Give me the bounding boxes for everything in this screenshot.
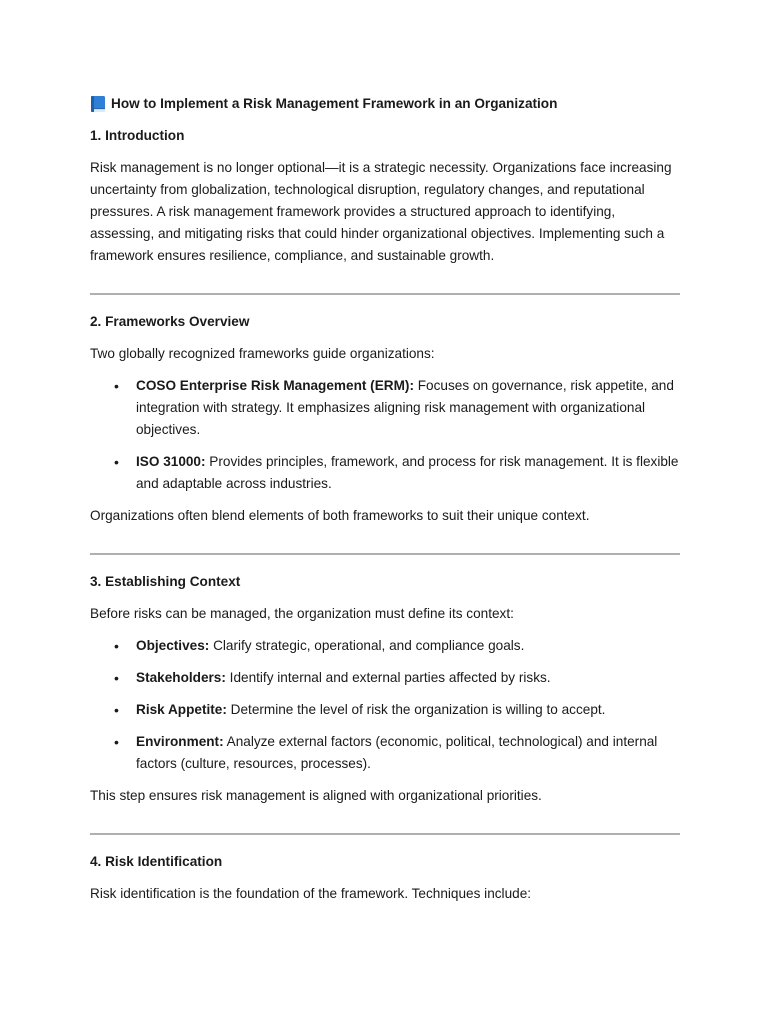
section-divider	[90, 553, 680, 555]
document-title-text: How to Implement a Risk Management Framework in an Organization	[111, 96, 558, 111]
list-item-term: Objectives:	[136, 638, 210, 653]
list-item-text: Focuses on governance, risk appetite, and integration with strategy. It emphasizes aligning risk management with organizational objectives.	[136, 378, 674, 437]
list-item	[90, 667, 680, 689]
section-heading-establishing-context: 3. Establishing Context	[90, 574, 241, 589]
frameworks-list	[90, 375, 680, 495]
list-item-term: COSO Enterprise Risk Management (ERM):	[136, 378, 414, 393]
list-item-term: Environment:	[136, 734, 224, 749]
risk-identification-intro-paragraph: Risk identification is the foundation of the framework. Techniques include:	[90, 886, 532, 901]
list-item-term: Risk Appetite:	[136, 702, 227, 717]
context-outro-paragraph: This step ensures risk management is aligned with organizational priorities.	[90, 788, 542, 803]
document-title	[90, 93, 680, 115]
context-list	[90, 635, 680, 775]
list-item	[90, 375, 680, 441]
list-item-term: Stakeholders:	[136, 670, 226, 685]
list-item-text: Analyze external factors (economic, political, technological) and internal factors (culture, resources, processes).	[136, 734, 658, 771]
section-heading-risk-identification: 4. Risk Identification	[90, 854, 223, 869]
list-item-term: ISO 31000:	[136, 454, 206, 469]
document-content	[90, 93, 680, 905]
list-item-text: Provides principles, framework, and process for risk management. It is flexible and adaptable across industries.	[136, 454, 679, 491]
list-item-text: Identify internal and external parties affected by risks.	[225, 670, 551, 685]
list-item	[90, 635, 680, 657]
frameworks-outro-paragraph: Organizations often blend elements of both frameworks to suit their unique context.	[90, 508, 590, 523]
blue-book-icon	[90, 95, 106, 113]
context-intro-paragraph: Before risks can be managed, the organization must define its context:	[90, 606, 514, 621]
list-item-text: Determine the level of risk the organization is willing to accept.	[226, 702, 606, 717]
list-item	[90, 699, 680, 721]
list-item-text: Clarify strategic, operational, and compliance goals.	[209, 638, 525, 653]
list-item	[90, 731, 680, 775]
section-divider	[90, 833, 680, 835]
list-item	[90, 451, 680, 495]
section-divider	[90, 293, 680, 295]
section-heading-frameworks-overview: 2. Frameworks Overview	[90, 314, 250, 329]
frameworks-intro-paragraph: Two globally recognized frameworks guide organizations:	[90, 346, 435, 361]
section-heading-introduction: 1. Introduction	[90, 128, 185, 143]
introduction-paragraph: Risk management is no longer optional—it is a strategic necessity. Organizations face increasing uncertainty from globalization, technological disruption, regulatory changes, and reputational pressures. A risk management framework provides a structured approach to identifying, assessing, and mitigating risks that could hinder organizational objectives. Implementing such a framework ensures resilience, compliance, and sustainable growth.	[90, 160, 672, 263]
